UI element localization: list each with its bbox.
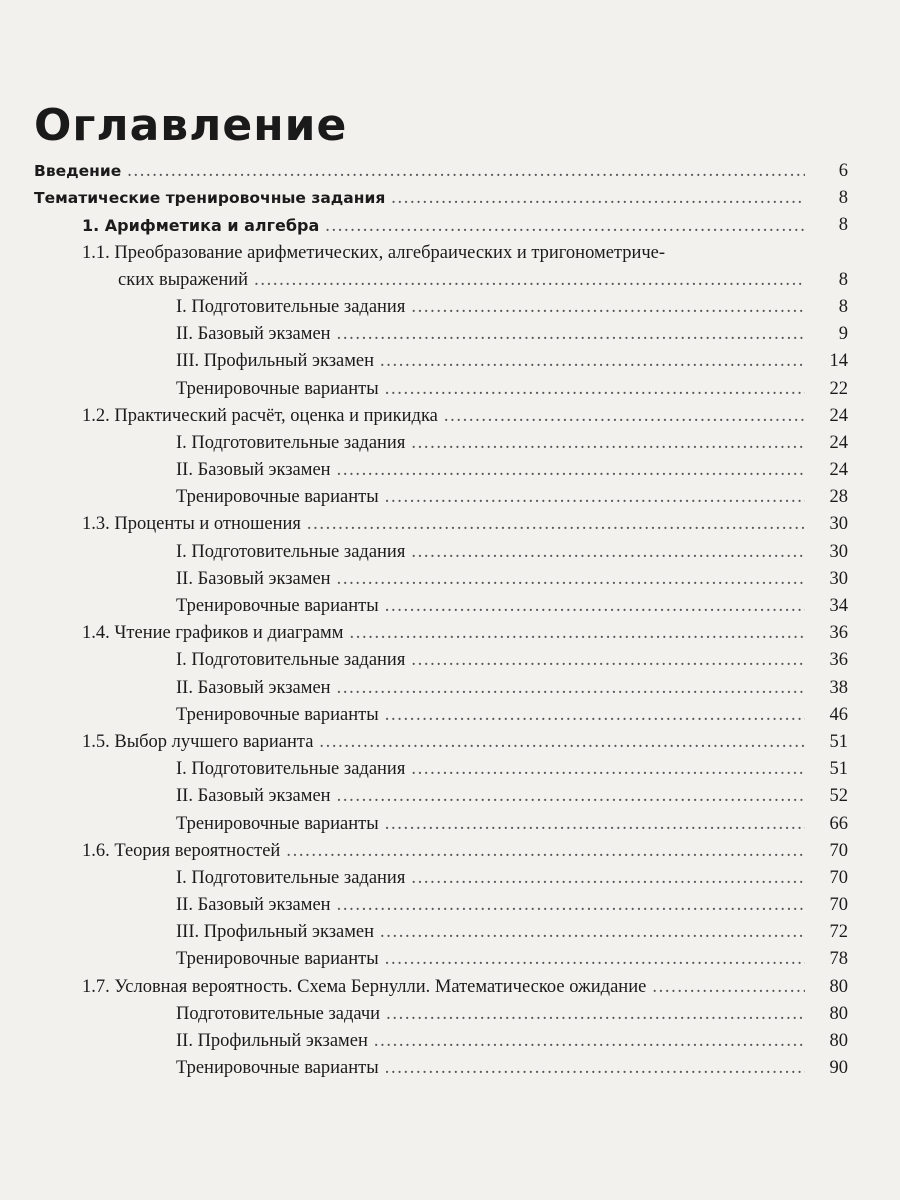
- toc-entry[interactable]: [0, 647, 900, 674]
- toc-entry-label: II. Базовый экзамен: [176, 786, 331, 807]
- dot-leader: [380, 919, 805, 946]
- dot-leader: [337, 675, 805, 702]
- toc-entry-page-number: 80: [829, 1031, 848, 1051]
- dot-leader: [411, 539, 805, 566]
- toc-entry[interactable]: [0, 348, 900, 375]
- toc-entry-label: Тренировочные варианты: [176, 949, 379, 970]
- dot-leader: [319, 729, 805, 756]
- page-title: Оглавление: [34, 100, 348, 151]
- toc-entry[interactable]: [0, 403, 900, 430]
- toc-entry[interactable]: [0, 566, 900, 593]
- dot-leader: [411, 865, 805, 892]
- toc-entry-page-number: 30: [829, 541, 848, 562]
- dot-leader: [411, 756, 805, 783]
- dot-leader: [127, 158, 805, 185]
- dot-leader: [411, 294, 805, 321]
- dot-leader: [444, 403, 805, 430]
- toc-entry[interactable]: [0, 185, 900, 212]
- toc-entry-page-number: 24: [829, 432, 848, 453]
- toc-entry-page-number: 8: [838, 296, 848, 317]
- dot-leader: [337, 566, 805, 593]
- toc-entry[interactable]: [0, 811, 900, 838]
- dot-leader: [385, 946, 805, 973]
- toc-entry[interactable]: [0, 484, 900, 511]
- dot-leader: [385, 376, 805, 403]
- toc-entry-label: III. Профильный экзамен: [176, 351, 375, 372]
- dot-leader: [386, 1001, 805, 1028]
- toc-entry-page-number: 72: [829, 922, 848, 943]
- dot-leader: [337, 783, 805, 810]
- toc-entry[interactable]: [0, 1028, 900, 1055]
- toc-entry-page-number: 8: [838, 269, 848, 290]
- toc-entry-label: 1.3. Проценты и отношения: [82, 514, 301, 535]
- toc-entry[interactable]: [0, 321, 900, 348]
- toc-entry[interactable]: [0, 511, 900, 538]
- toc-entry-label: Тематические тренировочные задания: [34, 189, 386, 208]
- toc-entry-page-number: 90: [829, 1058, 848, 1079]
- toc-entry[interactable]: [0, 702, 900, 729]
- toc-entry-page-number: 70: [829, 895, 848, 916]
- toc-entry[interactable]: [0, 294, 900, 321]
- toc-entry[interactable]: [0, 865, 900, 892]
- toc-entry[interactable]: [0, 946, 900, 973]
- toc-entry-label: 1.6. Теория вероятностей: [82, 840, 281, 861]
- toc-entry-label: II. Базовый экзамен: [176, 895, 331, 916]
- toc-entry-label: I. Подготовительные задания: [176, 296, 406, 317]
- dot-leader: [337, 457, 805, 484]
- toc-entry[interactable]: [0, 158, 900, 185]
- toc-entry-page-number: 51: [829, 759, 848, 780]
- toc-entry[interactable]: [0, 267, 900, 294]
- toc-entry[interactable]: [0, 240, 900, 267]
- dot-leader: [385, 593, 805, 620]
- dot-leader: [349, 620, 805, 647]
- dot-leader: [652, 974, 805, 1001]
- toc-entry-page-number: 6: [838, 161, 848, 181]
- toc-entry[interactable]: [0, 1001, 900, 1028]
- toc-entry-page-number: 30: [829, 514, 848, 535]
- toc-entry-label: III. Профильный экзамен: [176, 922, 375, 943]
- toc-entry-label: II. Базовый экзамен: [176, 460, 331, 481]
- toc-entry-page-number: 34: [829, 596, 848, 616]
- dot-leader: [411, 647, 805, 674]
- table-of-contents: [0, 158, 900, 1082]
- dot-leader: [391, 185, 805, 212]
- toc-entry[interactable]: [0, 919, 900, 946]
- dot-leader: [286, 838, 805, 865]
- dot-leader: [411, 430, 805, 457]
- dot-leader: [374, 1028, 805, 1055]
- toc-entry-page-number: 9: [838, 324, 848, 345]
- toc-entry-page-number: 51: [829, 731, 848, 752]
- toc-entry-label: ских выражений: [118, 269, 249, 290]
- toc-entry-label: II. Базовый экзамен: [176, 568, 331, 589]
- toc-entry-label: I. Подготовительные задания: [176, 432, 406, 453]
- toc-entry-page-number: 70: [829, 867, 848, 888]
- dot-leader: [385, 702, 805, 729]
- toc-entry-page-number: 22: [829, 378, 848, 399]
- dot-leader: [325, 213, 805, 240]
- toc-entry-page-number: 46: [829, 704, 848, 725]
- dot-leader: [254, 267, 805, 294]
- dot-leader: [385, 1055, 805, 1082]
- toc-entry[interactable]: [0, 1055, 900, 1082]
- toc-entry-label: Введение: [34, 162, 122, 180]
- toc-entry-page-number: 38: [829, 677, 848, 698]
- toc-entry-label: 1.2. Практический расчёт, оценка и прикидка: [82, 405, 438, 426]
- toc-entry-page-number: 24: [829, 460, 848, 481]
- toc-entry-label: Тренировочные варианты: [176, 813, 379, 834]
- toc-entry[interactable]: [0, 620, 900, 647]
- dot-leader: [385, 811, 805, 838]
- toc-entry[interactable]: [0, 729, 900, 756]
- toc-entry[interactable]: [0, 539, 900, 566]
- toc-entry-page-number: 78: [829, 949, 848, 970]
- toc-entry-page-number: 8: [838, 188, 848, 209]
- toc-entry[interactable]: [0, 783, 900, 810]
- toc-entry[interactable]: [0, 838, 900, 865]
- toc-entry-label: 1.1. Преобразование арифметических, алгебраических и тригонометриче-: [82, 242, 666, 263]
- toc-entry[interactable]: [0, 593, 900, 620]
- toc-entry-page-number: 8: [838, 215, 848, 236]
- toc-entry-label: 1.4. Чтение графиков и диаграмм: [82, 623, 344, 644]
- toc-entry-page-number: 70: [829, 840, 848, 861]
- toc-entry-label: Тренировочные варианты: [176, 378, 379, 399]
- toc-entry[interactable]: [0, 974, 900, 1001]
- toc-entry-page-number: 80: [829, 1003, 848, 1024]
- toc-entry-page-number: 14: [829, 351, 848, 372]
- dot-leader: [307, 511, 805, 538]
- toc-entry-label: II. Профильный экзамен: [176, 1031, 368, 1051]
- toc-entry-label: I. Подготовительные задания: [176, 650, 406, 671]
- toc-entry[interactable]: [0, 376, 900, 403]
- toc-entry-label: Тренировочные варианты: [176, 1058, 379, 1079]
- toc-entry-page-number: 52: [829, 786, 848, 807]
- toc-entry-label: II. Базовый экзамен: [176, 324, 331, 345]
- toc-entry-page-number: 66: [829, 813, 848, 834]
- toc-entry-label: II. Базовый экзамен: [176, 677, 331, 698]
- toc-entry-label: I. Подготовительные задания: [176, 867, 406, 888]
- toc-entry-page-number: 24: [829, 405, 848, 426]
- toc-entry[interactable]: [0, 756, 900, 783]
- dot-leader: [337, 892, 805, 919]
- toc-entry-page-number: 80: [829, 976, 848, 997]
- toc-entry-page-number: 36: [829, 623, 848, 644]
- toc-entry-page-number: 28: [829, 487, 848, 508]
- toc-entry-label: 1. Арифметика и алгебра: [82, 216, 320, 236]
- toc-entry[interactable]: [0, 892, 900, 919]
- toc-entry-label: Подготовительные задачи: [176, 1003, 381, 1024]
- toc-entry[interactable]: [0, 212, 900, 239]
- toc-entry-label: I. Подготовительные задания: [176, 541, 406, 562]
- dot-leader: [337, 321, 805, 348]
- toc-entry-label: Тренировочные варианты: [176, 487, 379, 508]
- dot-leader: [380, 348, 805, 375]
- toc-entry-label: I. Подготовительные задания: [176, 759, 406, 780]
- toc-entry-page-number: 36: [829, 650, 848, 671]
- toc-entry-label: 1.5. Выбор лучшего варианта: [82, 731, 314, 752]
- toc-entry[interactable]: [0, 430, 900, 457]
- toc-entry[interactable]: [0, 457, 900, 484]
- dot-leader: [385, 484, 805, 511]
- toc-entry-label: 1.7. Условная вероятность. Схема Бернулли. Математическое ожидание: [82, 976, 647, 997]
- toc-entry-page-number: 30: [829, 568, 848, 589]
- toc-entry-label: Тренировочные варианты: [176, 596, 379, 616]
- toc-entry[interactable]: [0, 675, 900, 702]
- toc-entry-label: Тренировочные варианты: [176, 704, 379, 725]
